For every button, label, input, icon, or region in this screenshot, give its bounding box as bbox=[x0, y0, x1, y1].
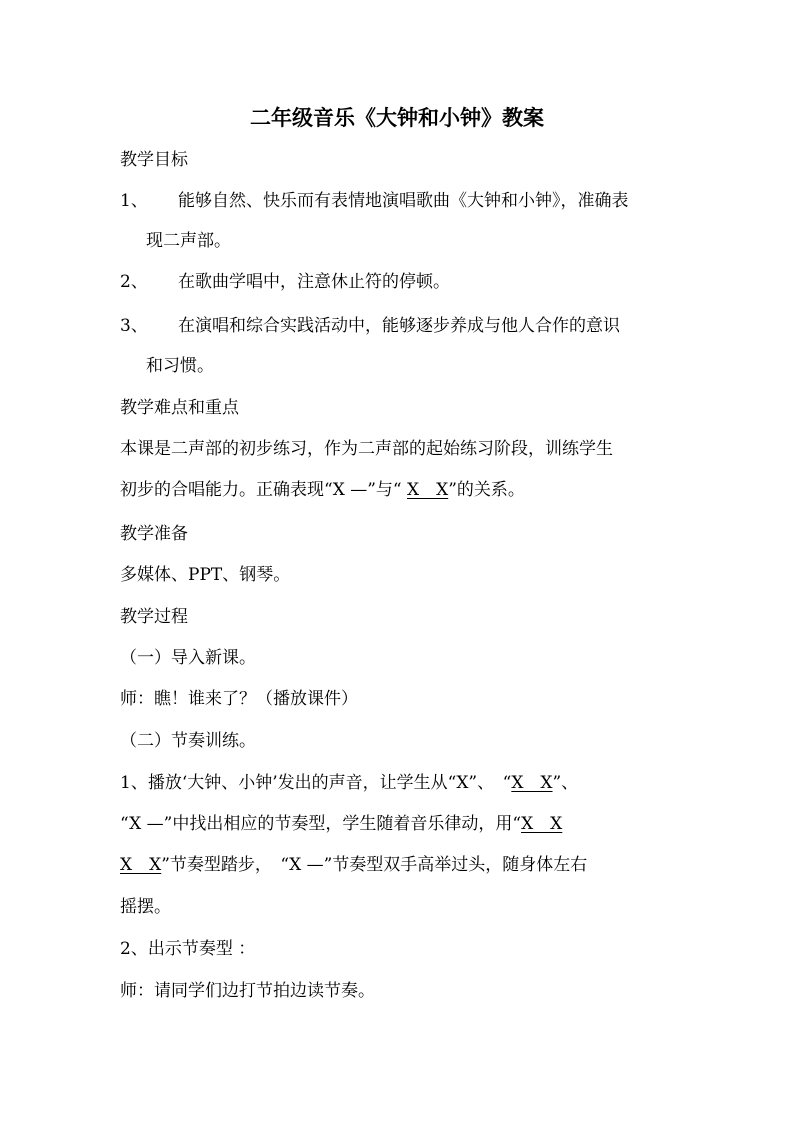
rhythm-notation: X X bbox=[521, 814, 563, 834]
rhythm-notation: X X bbox=[406, 480, 449, 500]
key-points-line-1: 本课是二声部的初步练习，作为二声部的起始练习阶段，训练学生 bbox=[120, 439, 613, 459]
objective-text: 能够自然、快乐而有表情地演唱歌曲《大钟和小钟》，准确表 bbox=[178, 191, 629, 211]
objective-item-2 bbox=[120, 270, 450, 294]
rhythm-notation: X X bbox=[511, 773, 553, 793]
step-2-heading: （二）节奏训练。 bbox=[120, 731, 256, 751]
process-heading: 教学过程 bbox=[120, 607, 188, 627]
rhythm-notation: X X bbox=[120, 855, 162, 875]
preparation-text: 多媒体、PPT、钢琴。 bbox=[120, 565, 291, 585]
item-1-line-3 bbox=[120, 853, 587, 877]
item-2: 2、出示节奏型 ： bbox=[120, 939, 256, 959]
text-segment: ”的关系。 bbox=[448, 480, 525, 500]
objective-number: 1、 bbox=[120, 191, 148, 211]
objective-text: 在歌曲学唱中，注意休止符的停顿。 bbox=[178, 272, 450, 292]
item-1-line-2 bbox=[120, 812, 562, 836]
item-1-line-1 bbox=[120, 771, 578, 795]
objective-item-3 bbox=[120, 314, 620, 338]
objective-item-3-continuation: 和习惯。 bbox=[146, 356, 214, 376]
teacher-line-1: 师：瞧！谁来了？（播放课件） bbox=[120, 689, 358, 709]
key-points-line-2 bbox=[120, 478, 525, 502]
preparation-heading: 教学准备 bbox=[120, 524, 188, 544]
text-segment: ”节奏型踏步， “X —”节奏型双手高举过头，随身体左右 bbox=[161, 855, 588, 875]
objectives-heading: 教学目标 bbox=[120, 150, 188, 170]
objective-text: 在演唱和综合实践活动中，能够逐步养成与他人合作的意识 bbox=[178, 316, 620, 336]
key-points-heading: 教学难点和重点 bbox=[120, 398, 239, 418]
objective-number: 3、 bbox=[120, 316, 148, 336]
item-1-line-4: 摇摆。 bbox=[120, 897, 171, 917]
objective-item-1 bbox=[120, 189, 629, 213]
teacher-line-2: 师：请同学们边打节拍边读节奏。 bbox=[120, 981, 375, 1001]
text-segment: ”、 bbox=[552, 773, 579, 793]
page-title: 二年级音乐《大钟和小钟》教案 bbox=[250, 105, 544, 130]
step-1-heading: （一）导入新课。 bbox=[120, 648, 256, 668]
text-segment: 1、播放‘大钟、小钟’发出的声音，让学生从“X”、 “ bbox=[120, 773, 512, 793]
text-segment: “X —”中找出相应的节奏型，学生随着音乐律动，用“ bbox=[120, 814, 522, 834]
objective-number: 2、 bbox=[120, 272, 148, 292]
objective-item-1-continuation: 现二声部。 bbox=[146, 231, 231, 251]
text-segment: 初步的合唱能力。正确表现“X —”与“ bbox=[120, 480, 407, 500]
